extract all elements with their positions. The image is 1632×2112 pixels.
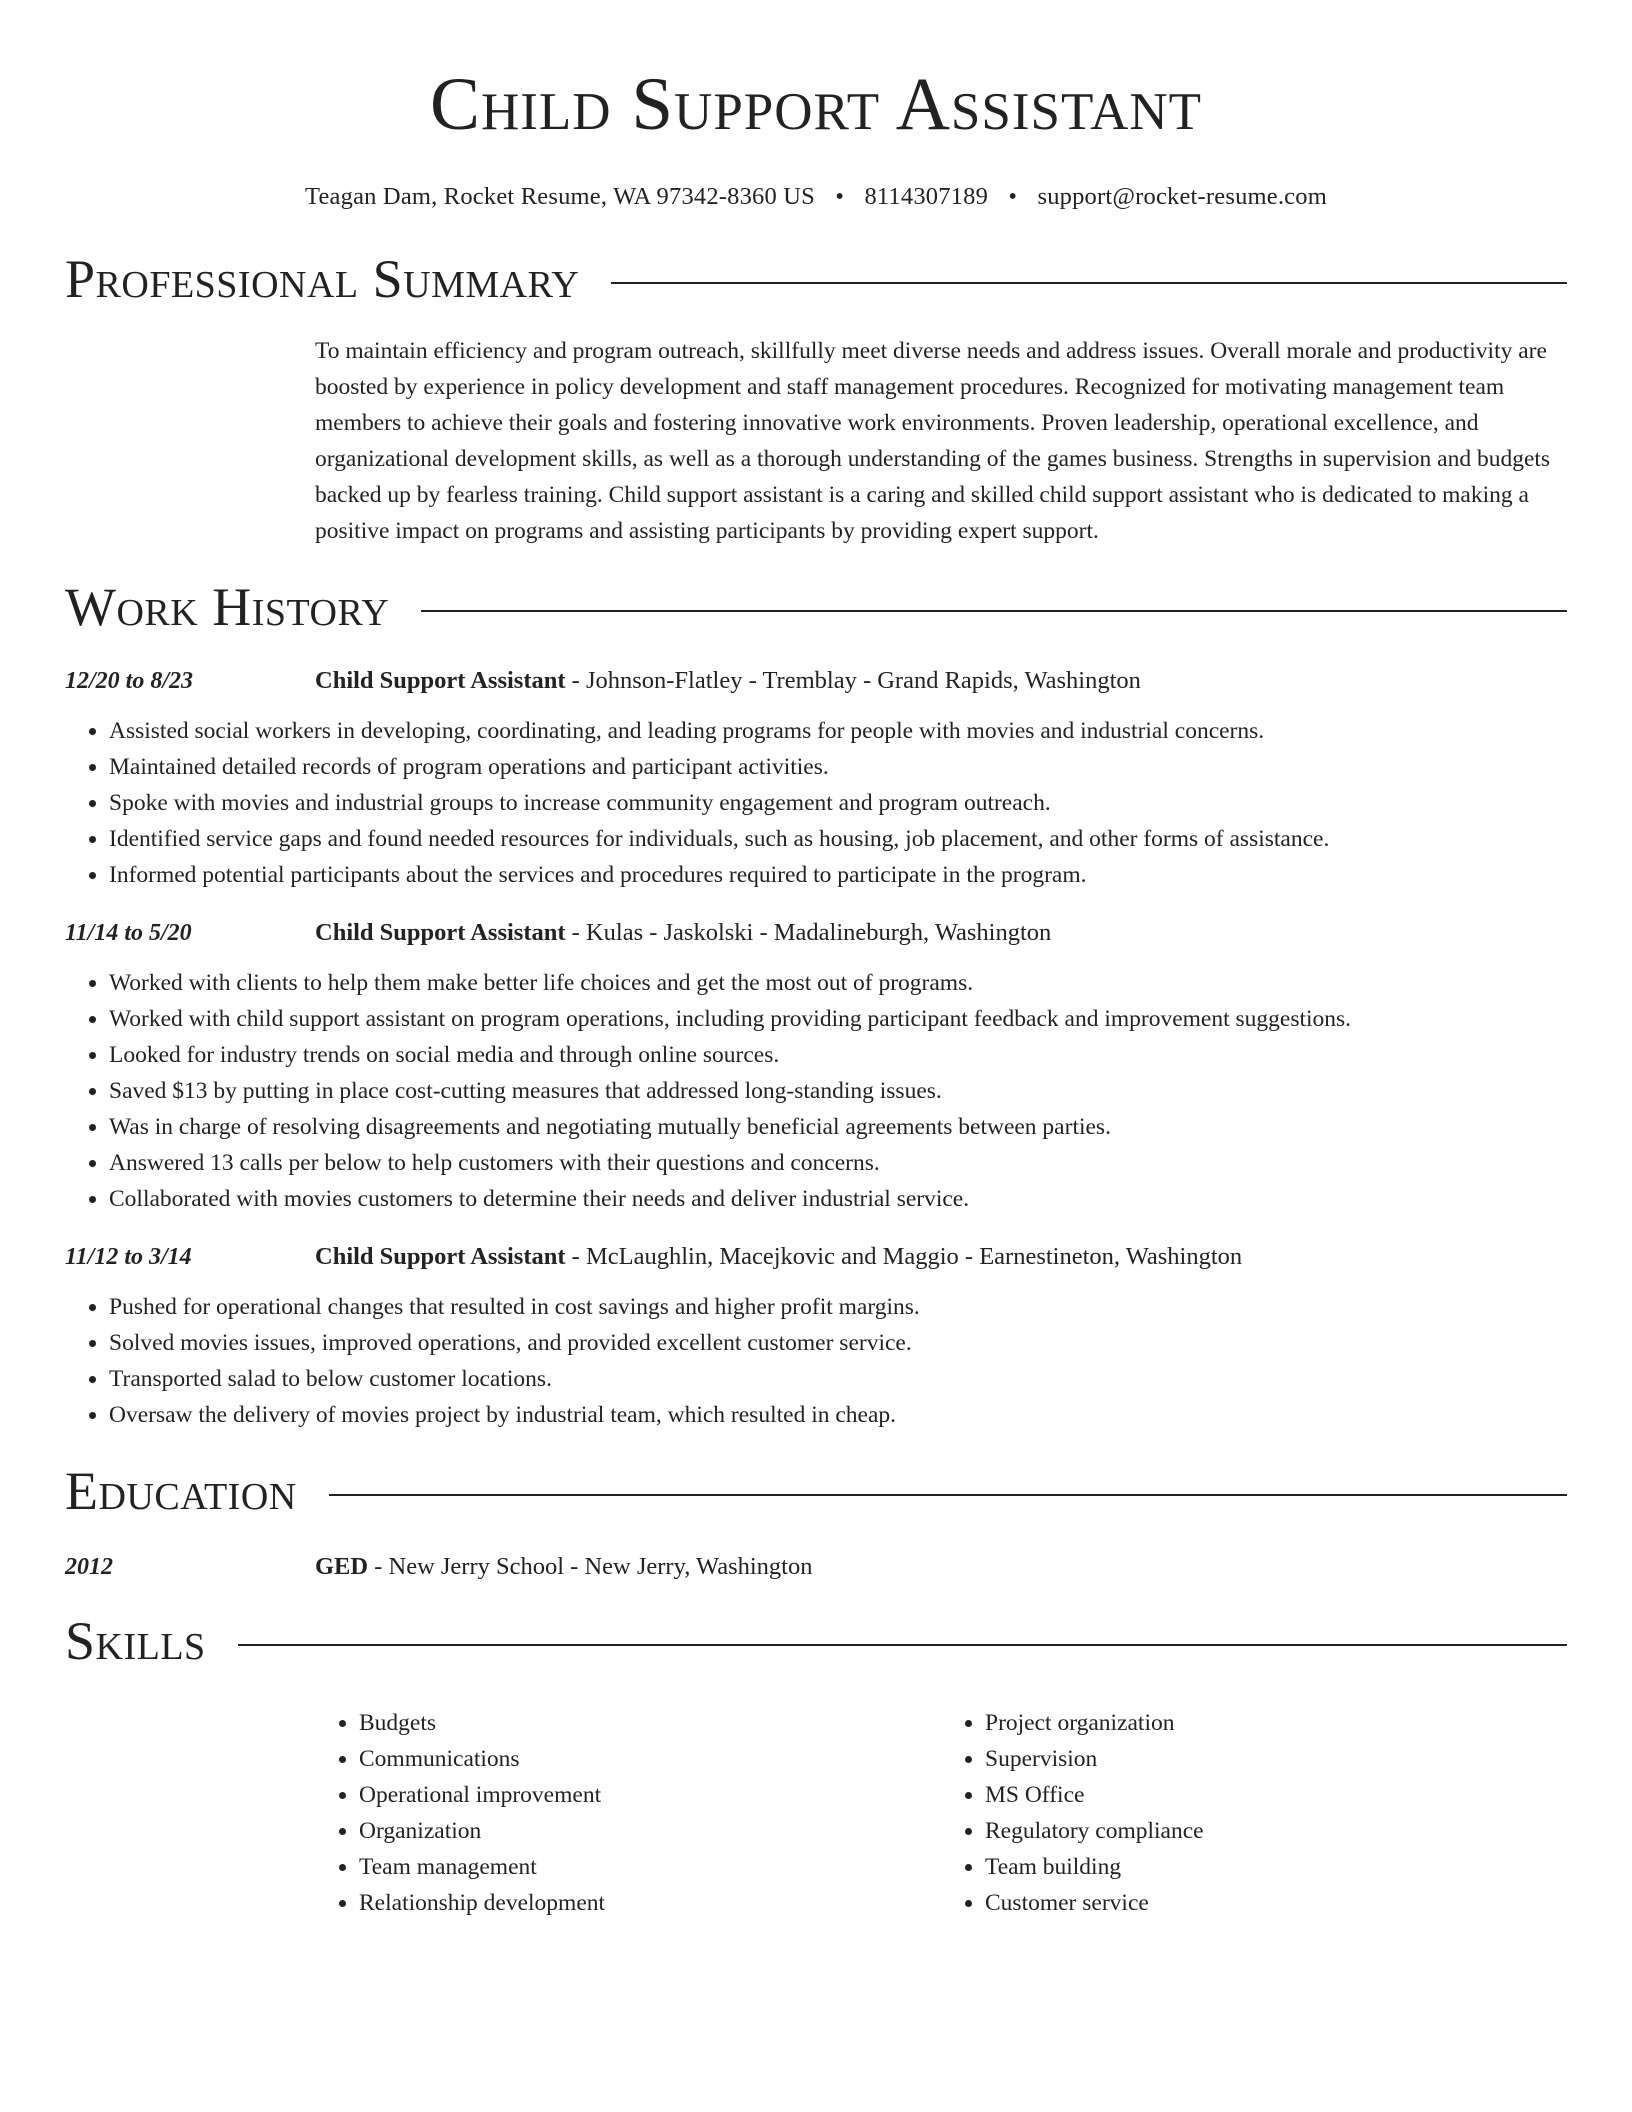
skill-item: • Communications — [359, 1741, 941, 1777]
contact-separator: • — [1008, 183, 1018, 210]
job-bullet: • Answered 13 calls per below to help customers with their questions and concerns. — [109, 1145, 1567, 1181]
contact-separator: • — [835, 183, 845, 210]
skill-item: • Operational improvement — [359, 1777, 941, 1813]
job-bullet: • Pushed for operational changes that resulted in cost savings and higher profit margins. — [109, 1289, 1567, 1325]
job-bullet: • Looked for industry trends on social media and through online sources. — [109, 1037, 1567, 1073]
job-dates: 11/12 to 3/14 — [65, 1244, 192, 1270]
skill-item: • Team building — [985, 1849, 1567, 1885]
job-title-line — [315, 919, 1051, 947]
education-degree: GED — [315, 1553, 369, 1580]
job-bullet-list — [65, 713, 1567, 893]
skill-item: • Organization — [359, 1813, 941, 1849]
job-entry — [65, 667, 1567, 893]
skill-item: • MS Office — [985, 1777, 1567, 1813]
job-details: - Kulas - Jaskolski - Madalineburgh, Washington — [565, 919, 1052, 946]
summary-text: To maintain efficiency and program outreach, skillfully meet diverse needs and address issues. Overall morale and productivity are boosted by experience in policy development and staff management procedures. Recognized for motivating management team members to achieve their goals and fostering innovative work environments. Proven leadership, operational excellence, and organizational development skills, as well as a thorough understanding of the games business. Strengths in supervision and budgets backed up by fearless training. Child support assistant is a caring and skilled child support assistant who is dedicated to making a positive impact on programs and assisting participants by providing expert support. — [315, 338, 1551, 544]
job-dates: 11/14 to 5/20 — [65, 920, 192, 946]
work-history-list — [65, 667, 1567, 1433]
job-title-line — [315, 1243, 1242, 1271]
education-year: 2012 — [65, 1554, 113, 1580]
job-title: Child Support Assistant — [315, 1243, 566, 1270]
job-title: Child Support Assistant — [315, 919, 566, 946]
job-bullet: • Spoke with movies and industrial groups to increase community engagement and program outreach. — [109, 785, 1567, 821]
summary-section-header — [65, 247, 1567, 311]
skills-columns — [315, 1705, 1567, 1921]
job-details: - Johnson-Flatley - Tremblay - Grand Rapids, Washington — [565, 667, 1141, 694]
job-entry — [65, 919, 1567, 1217]
skill-item: • Customer service — [985, 1885, 1567, 1921]
job-bullet-list — [65, 965, 1567, 1217]
skill-item: • Team management — [359, 1849, 941, 1885]
skill-item: • Relationship development — [359, 1885, 941, 1921]
job-bullet: • Collaborated with movies customers to determine their needs and deliver industrial service. — [109, 1181, 1567, 1217]
resume-name: Child Support Assistant — [429, 63, 1202, 146]
job-header — [65, 919, 1567, 947]
job-title: Child Support Assistant — [315, 667, 566, 694]
contact-email: support@rocket-resume.com — [1037, 183, 1327, 210]
education-entry — [65, 1553, 1567, 1581]
job-dates: 12/20 to 8/23 — [65, 668, 194, 694]
education-heading: Education — [65, 1461, 297, 1521]
contact-line — [65, 182, 1567, 212]
job-bullet: • Worked with clients to help them make better life choices and get the most out of programs. — [109, 965, 1567, 1001]
job-bullet: • Worked with child support assistant on program operations, including providing participant feedback and improvement suggestions. — [109, 1001, 1567, 1037]
skill-item: • Supervision — [985, 1741, 1567, 1777]
education-details: - New Jerry School - New Jerry, Washington — [368, 1553, 813, 1580]
skill-item: • Project organization — [985, 1705, 1567, 1741]
job-header — [65, 667, 1567, 695]
work-heading: Work History — [65, 577, 390, 637]
section-divider — [329, 1494, 1567, 1496]
job-bullet: • Maintained detailed records of program operations and participant activities. — [109, 749, 1567, 785]
skill-item: • Regulatory compliance — [985, 1813, 1567, 1849]
section-divider — [238, 1644, 1567, 1646]
education-section-header — [65, 1459, 1567, 1523]
job-bullet: • Solved movies issues, improved operations, and provided excellent customer service. — [109, 1325, 1567, 1361]
skills-list-right — [941, 1705, 1567, 1921]
job-details: - McLaughlin, Macejkovic and Maggio - Earnestineton, Washington — [565, 1243, 1243, 1270]
job-bullet: • Assisted social workers in developing, coordinating, and leading programs for people with movies and industrial concerns. — [109, 713, 1567, 749]
summary-heading: Professional Summary — [65, 249, 580, 309]
contact-address: Teagan Dam, Rocket Resume, WA 97342-8360 US — [305, 183, 815, 210]
skills-section-header — [65, 1609, 1567, 1673]
job-bullet: • Identified service gaps and found needed resources for individuals, such as housing, job placement, and other forms of assistance. — [109, 821, 1567, 857]
section-divider — [421, 610, 1567, 612]
education-title — [315, 1553, 812, 1581]
job-bullet-list — [65, 1289, 1567, 1433]
job-bullet: • Transported salad to below customer locations. — [109, 1361, 1567, 1397]
skill-item: • Budgets — [359, 1705, 941, 1741]
contact-phone: 8114307189 — [864, 183, 989, 210]
skills-heading: Skills — [65, 1611, 206, 1671]
skills-list-left — [315, 1705, 941, 1921]
job-title-line — [315, 667, 1141, 695]
work-section-header — [65, 575, 1567, 639]
job-bullet: • Saved $13 by putting in place cost-cutting measures that addressed long-standing issues. — [109, 1073, 1567, 1109]
job-bullet: • Oversaw the delivery of movies project by industrial team, which resulted in cheap. — [109, 1397, 1567, 1433]
job-header — [65, 1243, 1567, 1271]
job-bullet: • Informed potential participants about the services and procedures required to participate in the program. — [109, 857, 1567, 893]
job-bullet: • Was in charge of resolving disagreements and negotiating mutually beneficial agreements between parties. — [109, 1109, 1567, 1145]
job-entry — [65, 1243, 1567, 1433]
section-divider — [611, 282, 1567, 284]
